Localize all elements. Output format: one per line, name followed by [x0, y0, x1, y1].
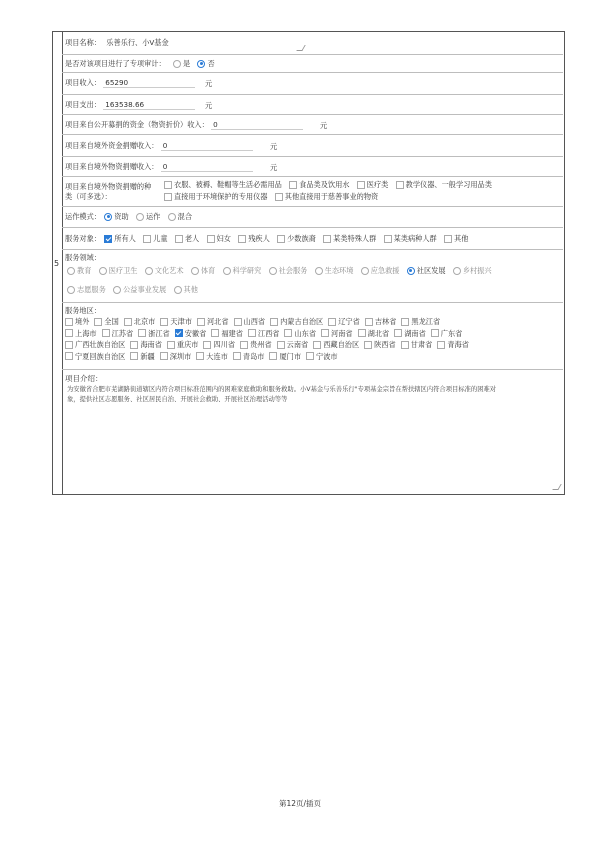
goods-types-row [62, 177, 563, 207]
region-label: 海南省 [140, 340, 162, 349]
expense-row [62, 95, 563, 115]
goods-type-label: 其他直接用于慈善事业的物资 [284, 192, 379, 201]
region-label: 宁波市 [316, 351, 338, 361]
special-audit-row [62, 55, 563, 73]
service-fields-label: 服务领域： [65, 253, 101, 262]
field-label: 体育 [200, 266, 216, 275]
field-label: 社会服务 [278, 266, 308, 275]
page-footer: 第12页/插页 [278, 799, 322, 808]
target-label: 残疾人 [248, 234, 270, 243]
region-option [301, 351, 338, 363]
goods-type-checkbox[interactable] [396, 181, 404, 189]
region-checkbox[interactable] [65, 341, 73, 349]
region-checkbox[interactable] [277, 341, 285, 349]
region-option [265, 316, 323, 328]
region-option [235, 339, 272, 351]
target-label: 儿童 [153, 234, 168, 243]
mode-mixed-radio[interactable] [168, 213, 176, 221]
service-regions-line [60, 316, 563, 328]
field-label: 生态环境 [324, 266, 354, 275]
region-label: 天津市 [170, 317, 192, 326]
overseas-goods-unit: 元 [270, 163, 278, 172]
region-checkbox[interactable] [160, 352, 168, 360]
overseas-funds-row [62, 135, 563, 157]
audit-no-label: 否 [207, 59, 215, 68]
region-label: 山东省 [294, 328, 317, 338]
region-checkbox[interactable] [167, 341, 175, 349]
region-option [272, 339, 309, 351]
region-checkbox[interactable] [65, 352, 73, 360]
region-option [60, 316, 89, 328]
target-checkbox[interactable] [277, 235, 285, 243]
goods-type-label: 食品类及饮用水 [299, 180, 350, 189]
region-option [228, 351, 265, 363]
region-label: 浙江省 [148, 328, 170, 338]
region-checkbox[interactable] [233, 352, 241, 360]
region-label: 湖北省 [367, 328, 390, 338]
region-label: 河北省 [206, 317, 229, 326]
field-radio[interactable] [269, 267, 277, 275]
region-label: 大连市 [206, 351, 228, 361]
field-radio[interactable] [174, 286, 182, 294]
region-checkbox[interactable] [65, 318, 73, 326]
income-unit: 元 [205, 79, 213, 88]
field-label: 其他 [183, 285, 198, 294]
field-radio[interactable] [67, 286, 75, 294]
region-label: 境外 [75, 317, 90, 326]
region-checkbox[interactable] [321, 329, 329, 337]
mode-operation-label: 运作 [145, 212, 161, 221]
region-label: 安徽省 [184, 328, 207, 338]
region-option [396, 339, 433, 351]
region-label: 陕西省 [374, 340, 396, 349]
service-regions-line [60, 339, 563, 351]
field-radio[interactable] [223, 267, 231, 275]
project-name-value[interactable]: 乐善乐行、小V基金 [106, 38, 169, 47]
region-label: 北京市 [133, 317, 156, 326]
project-name-row [62, 31, 563, 55]
region-option [60, 339, 125, 351]
region-checkbox[interactable] [364, 341, 372, 349]
service-regions-line [60, 328, 563, 340]
expense-label: 项目支出： [65, 100, 101, 109]
region-checkbox[interactable] [306, 352, 314, 360]
region-option [125, 339, 162, 351]
region-option [97, 328, 134, 340]
region-label: 山西省 [243, 317, 266, 326]
region-option [229, 316, 266, 328]
region-label: 广西壮族自治区 [75, 340, 126, 349]
target-checkbox[interactable] [444, 235, 452, 243]
region-checkbox[interactable] [284, 329, 292, 337]
operation-mode-label: 运作模式： [65, 212, 101, 221]
region-label: 河南省 [331, 328, 353, 338]
project-intro-label: 项目介绍： [65, 374, 103, 383]
field-radio[interactable] [113, 286, 121, 294]
region-option [316, 328, 353, 340]
income-label: 项目收入： [65, 78, 101, 87]
goods-type-checkbox[interactable] [275, 193, 283, 201]
audit-yes-radio[interactable] [173, 60, 181, 68]
region-checkbox[interactable] [203, 341, 211, 349]
region-option [426, 328, 463, 340]
region-option [155, 351, 192, 363]
region-label: 四川省 [213, 340, 236, 349]
overseas-funds-label: 项目来自境外资金捐赠收入： [65, 141, 159, 150]
goods-type-label: 直接用于环境保护的专用仪器 [174, 192, 268, 201]
region-checkbox[interactable] [365, 318, 373, 326]
region-option [191, 351, 228, 363]
goods-type-label: 医疗类 [366, 180, 389, 189]
region-checkbox[interactable] [138, 329, 146, 337]
region-label: 江苏省 [111, 328, 134, 338]
region-option [308, 339, 359, 351]
income-input[interactable]: 65290 [103, 78, 195, 88]
region-label: 湖南省 [404, 328, 426, 338]
region-option [264, 351, 301, 363]
field-radio[interactable] [191, 267, 199, 275]
goods-types-label-line2: 类（可多选）： [65, 192, 112, 201]
service-targets-label: 服务对象： [65, 234, 101, 243]
operation-mode-row [62, 207, 563, 228]
region-label: 青海省 [447, 340, 469, 349]
service-fields-options-line2 [62, 282, 563, 298]
region-label: 上海市 [75, 328, 97, 338]
region-checkbox[interactable] [160, 318, 168, 326]
resize-handle-icon[interactable] [552, 484, 561, 490]
row-number: 5 [54, 259, 60, 268]
region-option [353, 328, 390, 340]
target-checkbox[interactable] [384, 235, 392, 243]
special-audit-label: 是否对该项目进行了专项审计： [65, 59, 166, 68]
region-option [243, 328, 280, 340]
service-fields-options-line1 [62, 263, 563, 279]
region-option [323, 316, 360, 328]
mode-funding-radio[interactable] [104, 213, 112, 221]
region-label: 宁夏回族自治区 [75, 351, 126, 361]
region-checkbox[interactable] [197, 318, 205, 326]
region-option [60, 328, 97, 340]
target-label: 老人 [184, 234, 200, 243]
field-label: 公益事业发展 [123, 285, 167, 294]
region-checkbox[interactable] [394, 329, 402, 337]
region-option [432, 339, 469, 351]
field-radio[interactable] [315, 267, 323, 275]
resize-handle-icon[interactable] [296, 45, 305, 51]
region-checkbox[interactable] [124, 318, 132, 326]
region-checkbox[interactable] [431, 329, 439, 337]
public-fundraising-input[interactable]: 0 [211, 120, 303, 130]
region-checkbox[interactable] [211, 329, 219, 337]
region-option [155, 316, 192, 328]
service-regions-options [60, 316, 563, 362]
field-label: 教育 [77, 266, 92, 275]
field-radio[interactable] [145, 267, 153, 275]
region-label: 黑龙江省 [411, 317, 441, 326]
region-option [119, 316, 156, 328]
service-targets-row [62, 228, 563, 250]
field-radio[interactable] [407, 267, 415, 275]
region-label: 全国 [104, 317, 119, 326]
region-checkbox[interactable] [328, 318, 336, 326]
public-fundraising-row [62, 115, 563, 135]
region-label: 内蒙古自治区 [280, 317, 324, 326]
region-checkbox[interactable] [130, 341, 138, 349]
field-label: 科学研究 [232, 266, 262, 275]
region-option [389, 328, 426, 340]
mode-mixed-label: 混合 [177, 212, 193, 221]
field-label: 医疗卫生 [108, 266, 138, 275]
project-name-label: 项目名称： [65, 38, 101, 47]
region-checkbox[interactable] [358, 329, 366, 337]
region-checkbox[interactable] [269, 352, 277, 360]
region-option [360, 316, 397, 328]
region-checkbox[interactable] [196, 352, 204, 360]
region-checkbox[interactable] [313, 341, 321, 349]
field-label: 文化艺术 [154, 266, 184, 275]
field-radio[interactable] [453, 267, 461, 275]
region-option [125, 351, 154, 363]
region-label: 重庆市 [176, 340, 199, 349]
field-radio[interactable] [99, 267, 107, 275]
region-option [192, 316, 229, 328]
region-label: 西藏自治区 [323, 340, 360, 349]
target-label: 少数族裔 [287, 234, 316, 243]
goods-type-label: 教学仪器、一般学习用品类 [405, 180, 492, 189]
audit-no-radio[interactable] [197, 60, 205, 68]
field-label: 应急救援 [370, 266, 400, 275]
region-option [279, 328, 316, 340]
region-checkbox[interactable] [401, 341, 409, 349]
field-label: 社区发展 [416, 266, 446, 275]
mode-funding-label: 资助 [114, 212, 129, 221]
region-option [60, 351, 125, 363]
region-checkbox[interactable] [240, 341, 248, 349]
region-label: 厦门市 [279, 351, 302, 361]
region-label: 福建省 [221, 328, 243, 338]
goods-type-checkbox[interactable] [164, 193, 172, 201]
region-checkbox[interactable] [437, 341, 445, 349]
project-intro-text-line1: 为安徽省合肥市芜湖路街道辖区内符合项目标准范围内的困难家庭救助和服务救助。小V基金与乐善乐行"专项基金宗旨在帮扶辖区内符合项目标准的困难对 [67, 386, 497, 393]
region-checkbox[interactable] [102, 329, 110, 337]
region-label: 吉林省 [374, 317, 397, 326]
region-option [206, 328, 243, 340]
overseas-goods-row [62, 157, 563, 177]
target-checkbox[interactable] [323, 235, 331, 243]
region-checkbox[interactable] [175, 329, 183, 337]
region-option [170, 328, 207, 340]
target-checkbox[interactable] [238, 235, 246, 243]
target-label: 某类病种人群 [393, 234, 437, 243]
target-checkbox[interactable] [104, 235, 112, 243]
target-label: 所有人 [114, 234, 136, 243]
overseas-goods-label: 项目来自境外物资捐赠收入： [65, 162, 159, 171]
target-label: 某类特殊人群 [333, 234, 377, 243]
target-label: 妇女 [216, 234, 231, 243]
region-label: 广东省 [440, 328, 463, 338]
target-checkbox[interactable] [175, 235, 183, 243]
region-checkbox[interactable] [234, 318, 242, 326]
region-checkbox[interactable] [94, 318, 102, 326]
region-option [133, 328, 170, 340]
goods-types-options-line2 [159, 192, 378, 202]
expense-input[interactable]: 163538.66 [103, 100, 195, 110]
region-label: 江西省 [257, 328, 280, 338]
mode-operation-radio[interactable] [136, 213, 144, 221]
goods-type-label: 衣服、被褥、鞋帽等生活必需用品 [174, 180, 282, 189]
region-checkbox[interactable] [65, 329, 73, 337]
region-option [89, 316, 118, 328]
goods-type-checkbox[interactable] [357, 181, 365, 189]
income-row [62, 73, 563, 95]
audit-yes-label: 是 [182, 59, 191, 68]
field-label: 志愿服务 [77, 285, 106, 294]
region-label: 云南省 [286, 340, 309, 349]
region-option [198, 339, 235, 351]
region-checkbox[interactable] [270, 318, 278, 326]
service-regions-line [60, 351, 563, 363]
goods-type-checkbox[interactable] [164, 181, 172, 189]
region-checkbox[interactable] [401, 318, 409, 326]
service-regions-label: 服务地区： [65, 306, 101, 315]
region-option [359, 339, 396, 351]
goods-types-options-line1 [159, 180, 492, 190]
target-checkbox[interactable] [207, 235, 215, 243]
public-fundraising-label: 项目来自公开募捐的资金（物资折价）收入： [65, 120, 209, 129]
expense-unit: 元 [205, 101, 213, 110]
field-label: 乡村振兴 [462, 266, 492, 275]
project-intro-text-line2: 象，提供社区志愿服务、社区居民自治、开展社会救助、开展社区治理活动等等 [67, 396, 288, 403]
region-checkbox[interactable] [248, 329, 256, 337]
public-fundraising-unit: 元 [320, 121, 328, 130]
region-label: 辽宁省 [338, 317, 360, 326]
field-radio[interactable] [67, 267, 75, 275]
goods-type-checkbox[interactable] [289, 181, 297, 189]
goods-types-label [65, 182, 151, 202]
service-regions-row [62, 303, 563, 370]
region-option [396, 316, 440, 328]
region-label: 深圳市 [169, 351, 192, 361]
overseas-funds-input[interactable]: 0 [161, 141, 253, 151]
region-label: 新疆 [140, 351, 155, 361]
region-label: 青岛市 [242, 351, 265, 361]
region-option [162, 339, 199, 351]
service-fields-row [62, 250, 563, 303]
project-intro-textarea[interactable] [67, 385, 557, 405]
region-label: 甘肃省 [410, 340, 433, 349]
field-radio[interactable] [361, 267, 369, 275]
target-label: 其他 [454, 234, 469, 243]
goods-types-label-line1: 项目来自境外物资捐赠的种 [65, 182, 152, 191]
region-label: 贵州省 [250, 340, 272, 349]
target-checkbox[interactable] [143, 235, 151, 243]
overseas-funds-unit: 元 [270, 142, 278, 151]
region-checkbox[interactable] [130, 352, 138, 360]
overseas-goods-input[interactable]: 0 [161, 162, 253, 172]
